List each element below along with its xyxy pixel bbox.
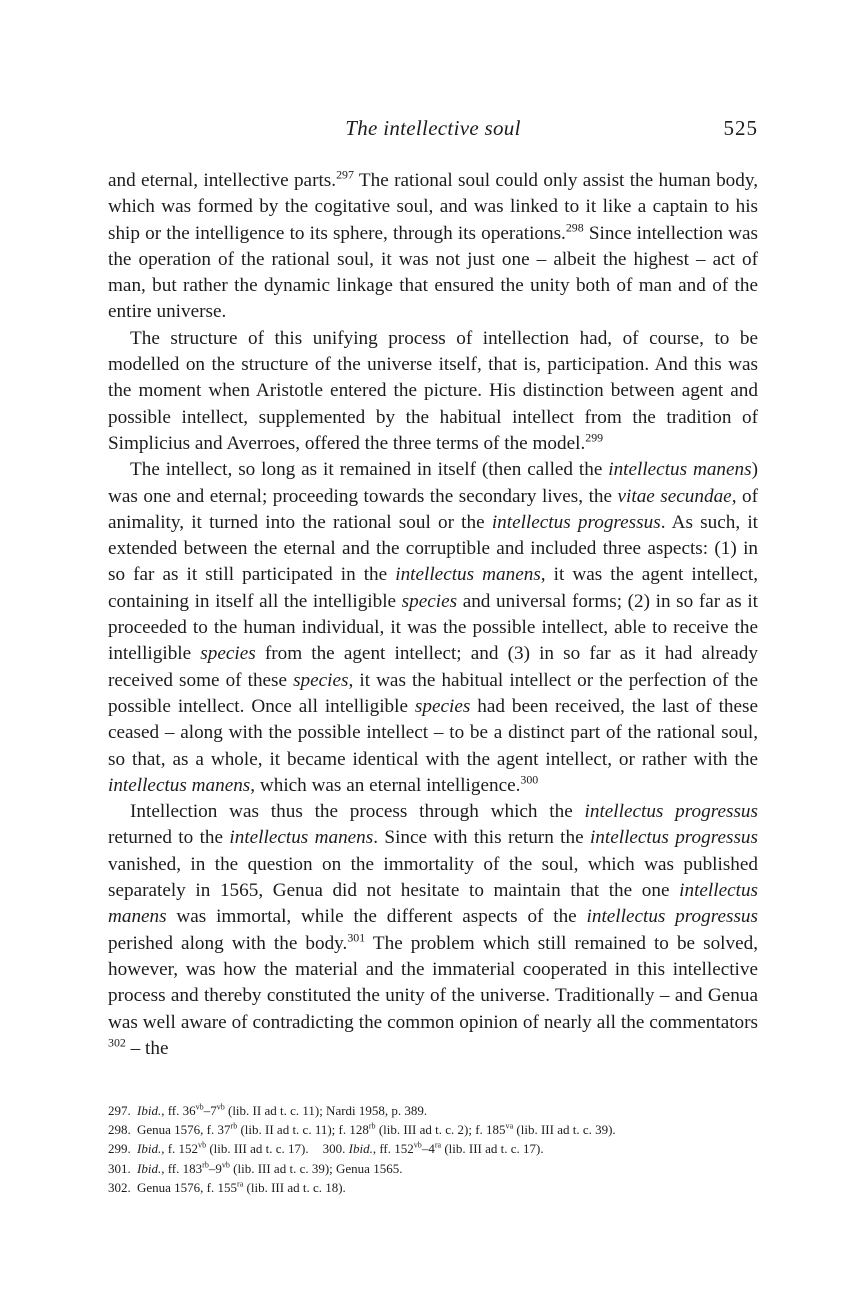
text-run: had been received, the last of these ceased – along with the possible intellect – to be a distinct part of the rational soul, so that, as a whole, it became identical with the agent intellect, or rather with the: [108, 695, 758, 770]
text-run: , it was the habitual intellect or the perfection of the possible intellect. Once all intelligible: [108, 669, 758, 717]
text-run: . Since with this return the: [373, 827, 590, 849]
text-run: and universal forms; (2) in so far as it proceeded to the human individual, it was the possible intellect, able to receive the intelligible: [108, 590, 758, 665]
text-run: The problem which still remained to be solved, however, was how the material and the immaterial cooperated in this intellective process and thereby constituted the unity of the universe. Traditionally – and Genua was well aware of contradicting the common opinion of nearly all the commentators: [108, 932, 759, 1033]
footnote-number: 302.: [108, 1179, 131, 1195]
text-run: (lib. II ad t. c. 11); Nardi 1958, p. 389.: [224, 1103, 428, 1118]
footnote: [108, 1101, 758, 1120]
italic-text: species: [401, 590, 458, 612]
footnote-number: 299.: [108, 1141, 131, 1157]
text-run: (lib. III ad t. c. 18).: [243, 1179, 346, 1195]
text-run: was immortal, while the different aspects of the: [166, 906, 587, 928]
text-run: , f. 152: [161, 1141, 199, 1157]
italic-text: intellectus progressus: [586, 906, 758, 928]
body-text: [108, 168, 758, 1062]
text-run: . As such, it extended between the eternal and the corruptible and included three aspects: (1) in so far as it still participated in the: [108, 511, 758, 586]
superscript: 302: [108, 1035, 126, 1050]
text-run: The structure of this unifying process of intellection had, of course, to be modelled on the structure of the universe itself, that is, participation. And this was the moment when Aristotle entered the picture. His distinction between agent and possible intellect, supplemented by the habitual intellect from the tradition of Simplicius and Averroes, offered the three terms of the model.: [108, 327, 758, 454]
text-run: –9: [208, 1160, 222, 1176]
italic-text: Ibid.: [137, 1160, 162, 1176]
text-run: (lib. III ad t. c. 2); f. 185: [375, 1122, 506, 1138]
footnote: [108, 1120, 758, 1139]
text-run: ) was one and eternal; proceeding towards the secondary lives, the: [108, 459, 758, 507]
superscript: vb: [221, 1160, 230, 1170]
superscript: va: [505, 1121, 514, 1131]
italic-text: Ibid.: [137, 1141, 162, 1157]
footnote: [108, 1139, 758, 1158]
italic-text: intellectus manens: [395, 564, 541, 586]
italic-text: species: [200, 643, 256, 665]
text-run: and eternal, intellective parts.: [108, 170, 337, 191]
italic-text: intellectus manens: [229, 827, 374, 849]
text-run: (lib. III ad t. c. 39).: [513, 1122, 616, 1138]
italic-text: Ibid.: [137, 1103, 162, 1118]
text-run: (lib. III ad t. c. 17).: [206, 1141, 309, 1157]
text-run: , ff. 183: [161, 1160, 203, 1176]
superscript: vb: [413, 1141, 422, 1151]
superscript: vb: [216, 1102, 225, 1112]
paragraph: [108, 799, 758, 1062]
italic-text: intellectus manens: [608, 459, 752, 481]
superscript: 297: [336, 167, 354, 182]
footnote: [108, 1178, 758, 1197]
italic-text: Ibid.: [348, 1141, 373, 1157]
text-run: Genua 1576, f. 155: [137, 1179, 238, 1195]
text-run: (lib. III ad t. c. 39); Genua 1565.: [229, 1160, 403, 1176]
text-run: – the: [125, 1037, 169, 1059]
text-run: Genua 1576, f. 37: [137, 1122, 231, 1138]
page-header: [108, 116, 758, 146]
page-number: 525: [723, 116, 758, 140]
superscript: 300: [520, 772, 539, 787]
text-run: –7: [203, 1103, 217, 1118]
text-run: Since intellection was the operation of the rational soul, it was not just one – albeit the highest – act of man, but rather the dynamic linkage that ensured the unity both of man and of the entire universe.: [108, 222, 758, 323]
footnote-number: 298.: [108, 1122, 131, 1138]
text-run: (lib. II ad t. c. 11); f. 128: [237, 1122, 369, 1138]
text-run: , of animality, it turned into the rational soul or the: [108, 485, 758, 533]
text-run: returned to the: [108, 827, 230, 849]
italic-text: intellectus progressus: [491, 511, 661, 533]
italic-text: intellectus manens: [108, 774, 251, 796]
text-run: (lib. III ad t. c. 17).: [441, 1141, 544, 1157]
text-run: The intellect, so long as it remained in itself (then called the: [130, 459, 609, 481]
italic-text: species: [414, 695, 471, 717]
text-run: vanished, in the question on the immortality of the soul, which was published separately in 1565, Genua did not hesitate to maintain that the one: [108, 853, 758, 902]
superscript: ra: [434, 1141, 442, 1151]
italic-text: species: [293, 669, 349, 691]
italic-text: intellectus progressus: [584, 801, 758, 823]
text-run: , which was an eternal intelligence.: [250, 774, 521, 796]
text-run: Intellection was thus the process through which the: [130, 801, 585, 823]
text-run: perished along with the body.: [108, 932, 348, 954]
text-run: –4: [421, 1141, 435, 1157]
footnote-number: 301.: [108, 1160, 131, 1176]
text-run: , it was the agent intellect, containing in itself all the intelligible: [108, 564, 759, 612]
running-title: The intellective soul: [345, 116, 521, 140]
italic-text: intellectus progressus: [589, 827, 758, 849]
superscript: rb: [202, 1160, 209, 1170]
superscript: rb: [368, 1121, 376, 1131]
superscript: ra: [237, 1179, 244, 1189]
text-run: 300.: [322, 1141, 349, 1157]
text-run: The rational soul could only assist the human body, which was formed by the cogitative soul, and was linked to it like a captain to his ship or the intelligence to its sphere, through its operations.: [108, 170, 759, 244]
superscript: vb: [198, 1141, 207, 1151]
superscript: 299: [585, 430, 604, 445]
superscript: vb: [195, 1102, 204, 1112]
superscript: rb: [230, 1121, 238, 1131]
footnotes: [108, 1101, 758, 1197]
paragraph: [108, 168, 758, 326]
italic-text: intellectus manens: [108, 880, 758, 928]
footnote: [108, 1159, 758, 1178]
superscript: 301: [347, 930, 366, 945]
text-run: from the agent intellect; and (3) in so far as it had already received some of these: [108, 643, 758, 691]
paragraph: [108, 326, 758, 457]
paragraph: [108, 457, 758, 799]
italic-text: vitae secundae: [617, 485, 732, 507]
footnote-number: 297.: [108, 1103, 131, 1118]
text-run: , ff. 36: [161, 1103, 196, 1118]
text-run: , ff. 152: [372, 1141, 414, 1157]
superscript: 298: [565, 220, 584, 235]
